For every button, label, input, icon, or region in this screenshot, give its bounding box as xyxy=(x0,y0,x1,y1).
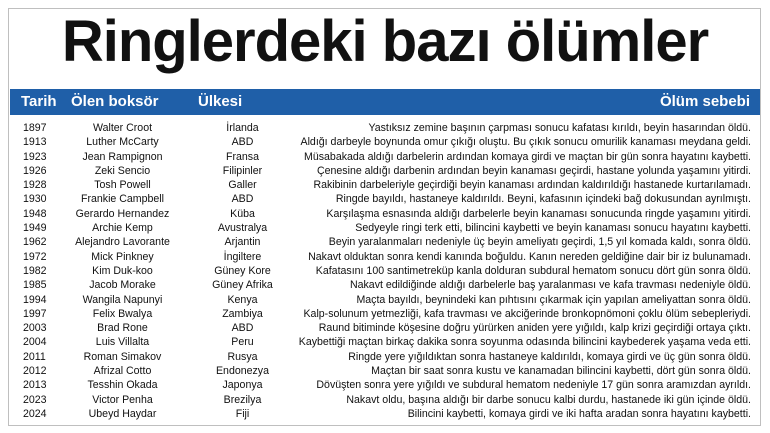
year-cell: 1923 xyxy=(23,150,47,163)
cause-cell: Yastıksız zemine başının çarpması sonucu kafatası kırıldı, beyin hasarından öldü. xyxy=(368,122,751,134)
year-cell: 1972 xyxy=(23,250,47,263)
table-row xyxy=(10,307,760,321)
boxer-cell: Ubeyd Haydar xyxy=(88,407,157,420)
page-title: Ringlerdeki bazı ölümler xyxy=(61,9,709,74)
cause-cell: Dövüşten sonra yere yığıldı ve subdural hematom nedeniyle 17 gün sonra aramızdan ayrıldı. xyxy=(316,379,751,392)
year-cell: 2011 xyxy=(23,350,46,363)
table-row xyxy=(10,192,760,206)
year-cell: 2023 xyxy=(23,393,47,406)
boxer-cell: Archie Kemp xyxy=(92,222,153,235)
table-row xyxy=(10,221,760,235)
year-cell: 2013 xyxy=(23,379,47,392)
country-cell: Güney Kore xyxy=(214,264,271,277)
year-cell: 1949 xyxy=(23,222,47,235)
boxer-cell: Tesshin Okada xyxy=(87,379,158,392)
table-row xyxy=(10,121,760,135)
boxer-cell: Jean Rampignon xyxy=(82,150,163,163)
cause-cell: Nakavt edildiğinde aldığı darbelerle baş yaralanması ve kafa travması nedeniyle öldü. xyxy=(349,279,751,292)
cause-cell: Kalp-solunum yetmezliği, kafa travması ve akciğerinde bronkopnömoni çoklu ölüm sebepleriydi. xyxy=(303,307,751,320)
year-cell: 1913 xyxy=(23,136,47,149)
table-row xyxy=(10,378,760,392)
table-row xyxy=(10,150,760,164)
year-cell: 2003 xyxy=(23,322,47,335)
country-cell: Kenya xyxy=(227,293,258,306)
cause-cell: Çenesine aldığı darbenin ardından beyin kanaması geçirdi, hastane yolunda yaşamını yitirdi. xyxy=(316,164,751,177)
country-cell: İngiltere xyxy=(223,250,262,263)
country-cell: Brezilya xyxy=(223,393,262,406)
country-cell: ABD xyxy=(231,193,254,206)
boxer-cell: Afrizal Cotto xyxy=(93,365,152,378)
table-row xyxy=(10,350,760,364)
country-cell: Rusya xyxy=(227,350,258,363)
country-cell: Küba xyxy=(230,207,255,220)
boxer-cell: Jacob Morake xyxy=(89,279,156,292)
cause-cell: Kaybettiği maçtan birkaç dakika sonra soyunma odasında bilincini kaybederek yaşama veda etti. xyxy=(298,336,751,349)
table-row xyxy=(10,178,760,192)
boxer-cell: Luis Villalta xyxy=(95,336,150,349)
header-date: Tarih xyxy=(21,93,57,110)
cause-cell: Beyin yaralanmaları nedeniyle üç beyin ameliyatı geçirdi, 1,5 yıl komada kaldı, sonra öldü. xyxy=(328,236,751,249)
cause-cell: Müsabakada aldığı darbelerin ardından komaya girdi ve maçtan bir gün sonra hayatını kaybetti. xyxy=(304,150,751,163)
cause-cell: Nakavt oldu, başına aldığı bir darbe sonucu kalbi durdu, hastanede iki gün içinde öldü. xyxy=(346,393,751,406)
boxer-cell: Roman Simakov xyxy=(83,350,162,363)
table-row xyxy=(10,321,760,335)
table-header xyxy=(10,89,760,115)
table-row xyxy=(10,164,760,178)
boxer-cell: Alejandro Lavorante xyxy=(75,236,170,249)
cause-cell: Kafatasını 100 santimetreküp kanla dolduran subdural hematom sonucu dört gün sonra öldü. xyxy=(315,264,751,277)
table-row xyxy=(10,235,760,249)
table-row xyxy=(10,250,760,264)
year-cell: 1985 xyxy=(23,279,47,292)
country-cell: Zambiya xyxy=(222,307,263,320)
year-cell: 1997 xyxy=(23,307,47,320)
country-cell: Güney Afrika xyxy=(212,279,273,292)
cause-cell: Raund bitiminde köşesine doğru yürürken aniden yere yığıldı, kalp krizi geçirdiği ortaya çıktı. xyxy=(318,322,751,335)
boxer-cell: Zeki Sencio xyxy=(94,164,151,177)
header-cause: Ölüm sebebi xyxy=(659,93,750,110)
table-row xyxy=(10,135,760,149)
country-cell: Avustralya xyxy=(217,222,268,235)
cause-cell: Ringde yere yığıldıktan sonra hastaneye kaldırıldı, komaya girdi ve üç gün sonra öldü. xyxy=(348,350,751,363)
table-row xyxy=(10,264,760,278)
country-cell: Endonezya xyxy=(215,365,269,378)
boxer-cell: Frankie Campbell xyxy=(80,193,165,206)
country-cell: Peru xyxy=(231,336,254,349)
year-cell: 1982 xyxy=(23,264,47,277)
cause-cell: Ringde bayıldı, hastaneye kaldırıldı. Beyni, kafasının içindeki bağ dokusundan ayrılmıştı. xyxy=(335,193,751,206)
table-row xyxy=(10,293,760,307)
year-cell: 1928 xyxy=(23,179,47,192)
cause-cell: Nakavt olduktan sonra kendi kanında boğuldu. Kanın nereden geldiğine dair bir iz bulunamadı. xyxy=(308,250,751,263)
year-cell: 1930 xyxy=(23,193,47,206)
country-cell: ABD xyxy=(231,322,254,335)
table-row xyxy=(10,407,760,421)
table-row xyxy=(10,335,760,349)
country-cell: Fransa xyxy=(226,150,259,163)
boxer-cell: Mick Pinkney xyxy=(91,250,154,263)
country-cell: İrlanda xyxy=(226,122,259,134)
boxer-cell: Brad Rone xyxy=(97,322,148,335)
table-row xyxy=(10,278,760,292)
boxer-cell: Wangila Napunyi xyxy=(82,293,163,306)
country-cell: Arjantin xyxy=(224,236,261,249)
year-cell: 1962 xyxy=(23,236,47,249)
boxer-cell: Walter Croot xyxy=(92,122,153,134)
year-cell: 2024 xyxy=(23,407,47,420)
cause-cell: Maçta bayıldı, beynindeki kan pıhtısını çıkarmak için yapılan ameliyattan sonra öldü. xyxy=(356,293,751,306)
cause-cell: Maçtan bir saat sonra kustu ve kanamadan bilincini kaybetti, dört gün sonra öldü. xyxy=(371,365,751,378)
cause-cell: Aldığı darbeyle boynunda omur çıkığı oluştu. Bu çıkık sonucu omurilik kanaması meydana geldi. xyxy=(300,136,751,149)
header-boxer: Ölen boksör xyxy=(71,93,159,110)
table-row xyxy=(10,207,760,221)
boxer-cell: Tosh Powell xyxy=(94,179,151,192)
boxer-cell: Kim Duk-koo xyxy=(92,264,153,277)
table-row xyxy=(10,393,760,407)
country-cell: Galler xyxy=(228,179,257,192)
year-cell: 1897 xyxy=(23,122,47,134)
year-cell: 2012 xyxy=(23,365,47,378)
cause-cell: Rakibinin darbeleriyle geçirdiği beyin kanaması ardından kaldırıldığı hastanede kurtarılamadı. xyxy=(313,179,751,192)
country-cell: Japonya xyxy=(222,379,263,392)
boxer-cell: Victor Penha xyxy=(92,393,153,406)
cause-cell: Sedyeyle ringi terk etti, bilincini kaybetti ve beyin kanaması sonucu hayatını kaybetti. xyxy=(355,222,751,235)
cause-cell: Karşılaşma esnasında aldığı darbelerle beyin kanaması sonucunda ringde yaşamını yitirdi. xyxy=(326,207,751,220)
year-cell: 1926 xyxy=(23,164,47,177)
year-cell: 1994 xyxy=(23,293,47,306)
year-cell: 1948 xyxy=(23,207,47,220)
year-cell: 2004 xyxy=(23,336,47,349)
boxer-cell: Felix Bwalya xyxy=(92,307,153,320)
header-country: Ülkesi xyxy=(198,93,243,110)
table-row xyxy=(10,364,760,378)
boxer-cell: Luther McCarty xyxy=(86,136,159,149)
country-cell: Fiji xyxy=(235,407,250,420)
table-body xyxy=(10,121,760,421)
boxer-cell: Gerardo Hernandez xyxy=(75,207,170,220)
cause-cell: Bilincini kaybetti, komaya girdi ve iki hafta aradan sonra hayatını kaybetti. xyxy=(407,407,751,420)
country-cell: Filipinler xyxy=(222,164,263,177)
country-cell: ABD xyxy=(231,136,254,149)
